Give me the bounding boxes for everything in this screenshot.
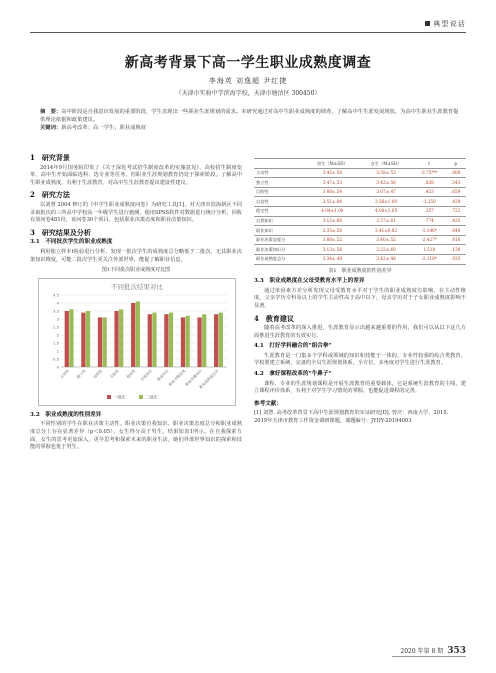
stats-table (254, 158, 466, 265)
x-tick-label: 独立性 (76, 368, 87, 380)
bar-1 (219, 312, 223, 366)
y-tick-label: 3.5 (52, 308, 59, 314)
table-cell: .357 (413, 206, 445, 216)
table-1-caption: 表1 职业成熟度的性别差异 (328, 267, 392, 274)
table-cell: .000 (445, 168, 466, 178)
bar-0 (148, 314, 152, 367)
keywords-label: 关键词： (40, 125, 62, 131)
y-tick-label: 1.5 (52, 340, 59, 346)
x-tick-label: 职业知识 (156, 368, 170, 382)
right-column (254, 158, 466, 426)
table-cell: .016 (445, 235, 466, 245)
table-cell: .035 (445, 254, 466, 264)
legend-swatch (107, 395, 111, 399)
table-cell: 3.08±.54 (305, 187, 359, 197)
figure-1-chart (38, 278, 236, 406)
y-tick-label: 1 (56, 348, 59, 354)
x-tick-label: 职业成熟度总分 (198, 368, 220, 390)
abstract-block (40, 108, 460, 132)
table-header-cell: 女生（M±SD） (359, 159, 413, 169)
table-row (254, 254, 466, 264)
table-row (254, 216, 466, 226)
abstract-line (40, 108, 460, 124)
x-tick-label: 自信性 (109, 368, 120, 380)
table-row (254, 206, 466, 216)
table-row (254, 226, 466, 236)
table-cell: 3.13±.58 (305, 245, 359, 255)
table-cell: .435 (445, 216, 466, 226)
section-label: 典型说话 (433, 20, 466, 28)
bar-1 (169, 312, 173, 366)
footer-rule (392, 656, 466, 657)
table-row (254, 235, 466, 245)
row-label-cell: 独立性 (254, 178, 305, 188)
stats-table-body (254, 168, 466, 264)
table-cell: .722 (445, 206, 466, 216)
x-tick-label: 稳定性 (125, 368, 137, 380)
table-header-cell: t (413, 159, 445, 169)
bar-1 (86, 311, 90, 367)
section-3-2-paragraph: 不同性别的学生在职业决策主动性、职业决策自我知识、职业决策态度总分和职业成熟度总分上存在显著差异（p＜0.05），女生得分高于男生，结果如表1所示。在自我探索方面，女生的思考更加深入，更早思考和探索未来的职业生活，她们外部世界知识的探索和技能的掌握也优于男生。 (30, 421, 242, 451)
section-3-3-heading: 3.3 职业成熟度在父母受教育水平上的差异 (254, 278, 365, 285)
y-tick-label: 3 (56, 316, 59, 322)
header-square-icon (425, 21, 430, 26)
table-cell: 4.04±1.00 (305, 206, 359, 216)
references-heading: 参考文献： (254, 400, 282, 407)
table-cell: 1.518 (413, 245, 445, 255)
table-cell: -2.427* (413, 235, 445, 245)
bar-1 (69, 309, 73, 367)
x-tick-label: 自我知识 (140, 368, 154, 382)
row-label-cell: 稳定性 (254, 206, 305, 216)
table-cell: 3.58±.53 (359, 168, 413, 178)
row-label-cell: 职业决策态度分 (254, 235, 305, 245)
y-tick-label: 2.5 (52, 324, 59, 330)
y-tick-label: 4.5 (52, 292, 59, 298)
table-header-cell (254, 159, 305, 169)
stats-table-header (254, 159, 466, 169)
table-cell: 3.08±.52 (305, 235, 359, 245)
page-number: 353 (447, 646, 466, 656)
paper-title: 新高考背景下高一学生职业成熟度调查 (124, 55, 372, 71)
legend-label: 一批次 (113, 394, 126, 400)
chart-title: 不同批次结果对比 (111, 282, 163, 291)
table-cell: 3.22±.60 (359, 245, 413, 255)
bar-0 (164, 314, 168, 367)
left-column (30, 150, 242, 452)
section-2-heading: 2 研究方法 (30, 190, 70, 200)
authors: 李海英 刘逸超 尹红捷 (208, 77, 288, 85)
y-tick-label: 0 (56, 364, 59, 370)
reference-1: [1] 刘慧. 高考改革背景下高中生涯规划教育的实证研究[D]. 曾庆：西南大学，2015. (254, 410, 449, 417)
section-4-1-heading: 4.1 打好学科融合的“组合拳” (254, 343, 332, 350)
row-label-cell: 自我知识 (254, 216, 305, 226)
table-cell: 3.42±.56 (359, 178, 413, 188)
table-header-cell: p (445, 159, 466, 169)
table-cell: 4.08±1.05 (359, 206, 413, 216)
table-cell: -1.146* (413, 226, 445, 236)
section-2-paragraph: 以刘慧 2004 修订的《中学生职业成熟度问卷》为研究工具[1]，对天津市滨海新区不同录取批次的三所高中学校高一年级学生进行施测，使用SPSS软件对数据进行统计分析，回收有效问卷481份，该问卷30个项目，包括职业决策态度和职业决策知识。 (30, 201, 242, 224)
table-cell: 3.41±0.82 (359, 226, 413, 236)
table-cell: 3.12±.66 (305, 216, 359, 226)
y-tick-label: 0.5 (52, 356, 59, 362)
section-3-2-heading: 3.2 职业成熟度的性别差异 (30, 411, 102, 418)
section-1-heading: 1 研究背景 (30, 153, 70, 162)
section-4-2-paragraph: 课程、专业的生涯规划课程是开展生涯教育的重要载体，它是系统生涯教育的主线，建立课程评价体系，有利于对学生学习情况的掌握，也能促进课程的完善。 (254, 380, 466, 395)
table-row (254, 178, 466, 188)
table-row (254, 168, 466, 178)
x-tick-label: 职业决策知识 (184, 368, 203, 387)
section-3-1-heading: 3.1 不同批次学生的职业成熟度 (30, 239, 113, 246)
issue-label: 2020 年第 8 期 (400, 648, 444, 655)
section-3-1-paragraph: 利用独立样本t检验进行分析，发现一批次学生的成熟度总分略低于二批次，无其职业决策知识维度，可能二批次学生更关注外部世界，能促了解职业信息。 (30, 248, 242, 263)
figure-1-caption: 图1不同批次职业成熟度对比图 (101, 267, 171, 274)
bar-0 (214, 314, 218, 367)
table-cell: .343 (445, 178, 466, 188)
section-3-heading: 3 研究结果及分析 (30, 227, 91, 237)
table-cell: 3.47±.53 (305, 178, 359, 188)
funding-note: 2019年天津市教育工作资金调研课题，课题编号：JYDY-20194003 (254, 418, 412, 425)
bar-0 (181, 317, 185, 367)
bar-0 (114, 311, 118, 367)
running-header (30, 18, 466, 33)
legend-swatch (139, 395, 143, 399)
row-label-cell: 职业成熟度总分 (254, 254, 305, 264)
section-4-heading: 4 教育建议 (254, 313, 294, 323)
row-label-cell: 目的性 (254, 187, 305, 197)
x-tick-label: 目的性 (92, 368, 104, 380)
section-4-2-heading: 4.2 拿好课程改革的“牛鼻子” (254, 371, 332, 378)
bar-0 (98, 317, 102, 367)
row-label-cell: 职业知识 (254, 226, 305, 236)
keywords-text: 新高考改革；高一学生；职业成熟度 (61, 125, 146, 131)
table-cell: .433 (413, 187, 445, 197)
table-row (254, 187, 466, 197)
row-label-cell: 职业决策知识分 (254, 245, 305, 255)
section-1-paragraph: 2014年9月国务院印发了《关于深化考试招生制度改革的实施意见》，高校招生制度变革，高中生开始面临选科、选专业等任务，但职业生涯规划教育仍处于探索阶段。了解高中生职业成熟度，有利于生涯教育，对高中生生涯教育提出建设性建议。 (30, 164, 242, 186)
table-cell: .659 (445, 187, 466, 197)
table-cell: -2.118* (413, 254, 445, 264)
bar-1 (119, 309, 123, 367)
bar-1 (103, 317, 107, 367)
table-cell: 3.42±.58 (305, 168, 359, 178)
x-tick-label: 职业决策态度 (168, 368, 187, 387)
y-tick-label: 4 (56, 300, 59, 306)
bar-0 (131, 303, 135, 367)
table-cell: .130 (445, 245, 466, 255)
section-4-1-paragraph: 生涯教育是一门集多个学科或领域的知识和技能于一体的、专业性较强的综合类教育。学校要建立系统、完备的全员生涯规划体系，全方位、多角度对学生进行生涯教育。 (254, 352, 466, 367)
page-footer (400, 646, 466, 656)
table-cell: 3.57±.61 (359, 216, 413, 226)
bar-0 (197, 317, 201, 367)
bar-1 (136, 301, 140, 367)
table-cell: 3.35±.58 (305, 226, 359, 236)
bar-0 (65, 311, 69, 367)
table-cell: 3.40±.52 (359, 235, 413, 245)
table-row (254, 197, 466, 207)
table-cell: .838 (413, 178, 445, 188)
section-3-3-paragraph: 通过单因素方差分析发现父母受教育水平对于学生的职业成熟度有影响，在主动性维度，父亲学历专科及以上的学生主动性高于高中以下，母亲学历对于子女职业成熟度影响不显著。 (254, 287, 466, 309)
table-cell: 3.07±.47 (359, 187, 413, 197)
table-cell: -1.250 (413, 197, 445, 207)
affiliation: （天津市实验中学滨海学校，天津市塘沽区 300450） (175, 90, 321, 97)
table-cell: .774 (413, 216, 445, 226)
table-cell: 3.42±.48 (359, 254, 413, 264)
legend-label: 二批次 (145, 394, 158, 400)
x-tick-label: 主动性 (59, 368, 71, 380)
y-tick-label: 2 (56, 332, 59, 338)
bar-1 (202, 314, 206, 367)
table-cell: 3.56±1.00 (359, 197, 413, 207)
table-cell: .429 (445, 197, 466, 207)
table-cell: 3.34±.48 (305, 254, 359, 264)
table-cell: .049 (445, 226, 466, 236)
bar-0 (81, 312, 85, 366)
keywords-line (40, 124, 460, 132)
bar-1 (152, 312, 156, 366)
abstract-text: 高中阶段是自我意识发展的重要阶段，学生表现出一些职业生涯规划的需求。本研究通过对高中生职业成熟度的调查，了解高中生生涯发展现状，为高中生职业生涯教育提供理论依据和政策建议。 (40, 109, 459, 123)
table-header-cell: 男生（M±SD） (305, 159, 359, 169)
row-label-cell: 主动性 (254, 168, 305, 178)
section-4-paragraph: 随着高考改革的深入推进，生涯教育显示出越来越重要的作用，我们可以从以下这几方面推进生涯教育的有效实行。 (254, 325, 466, 339)
table-cell: -3.75*** (413, 168, 445, 178)
bar-1 (186, 316, 190, 367)
table-row (254, 245, 466, 255)
row-label-cell: 自信性 (254, 197, 305, 207)
abstract-label: 摘 要： (40, 109, 62, 115)
bar-chart (39, 279, 235, 405)
table-cell: 3.51±.84 (305, 197, 359, 207)
